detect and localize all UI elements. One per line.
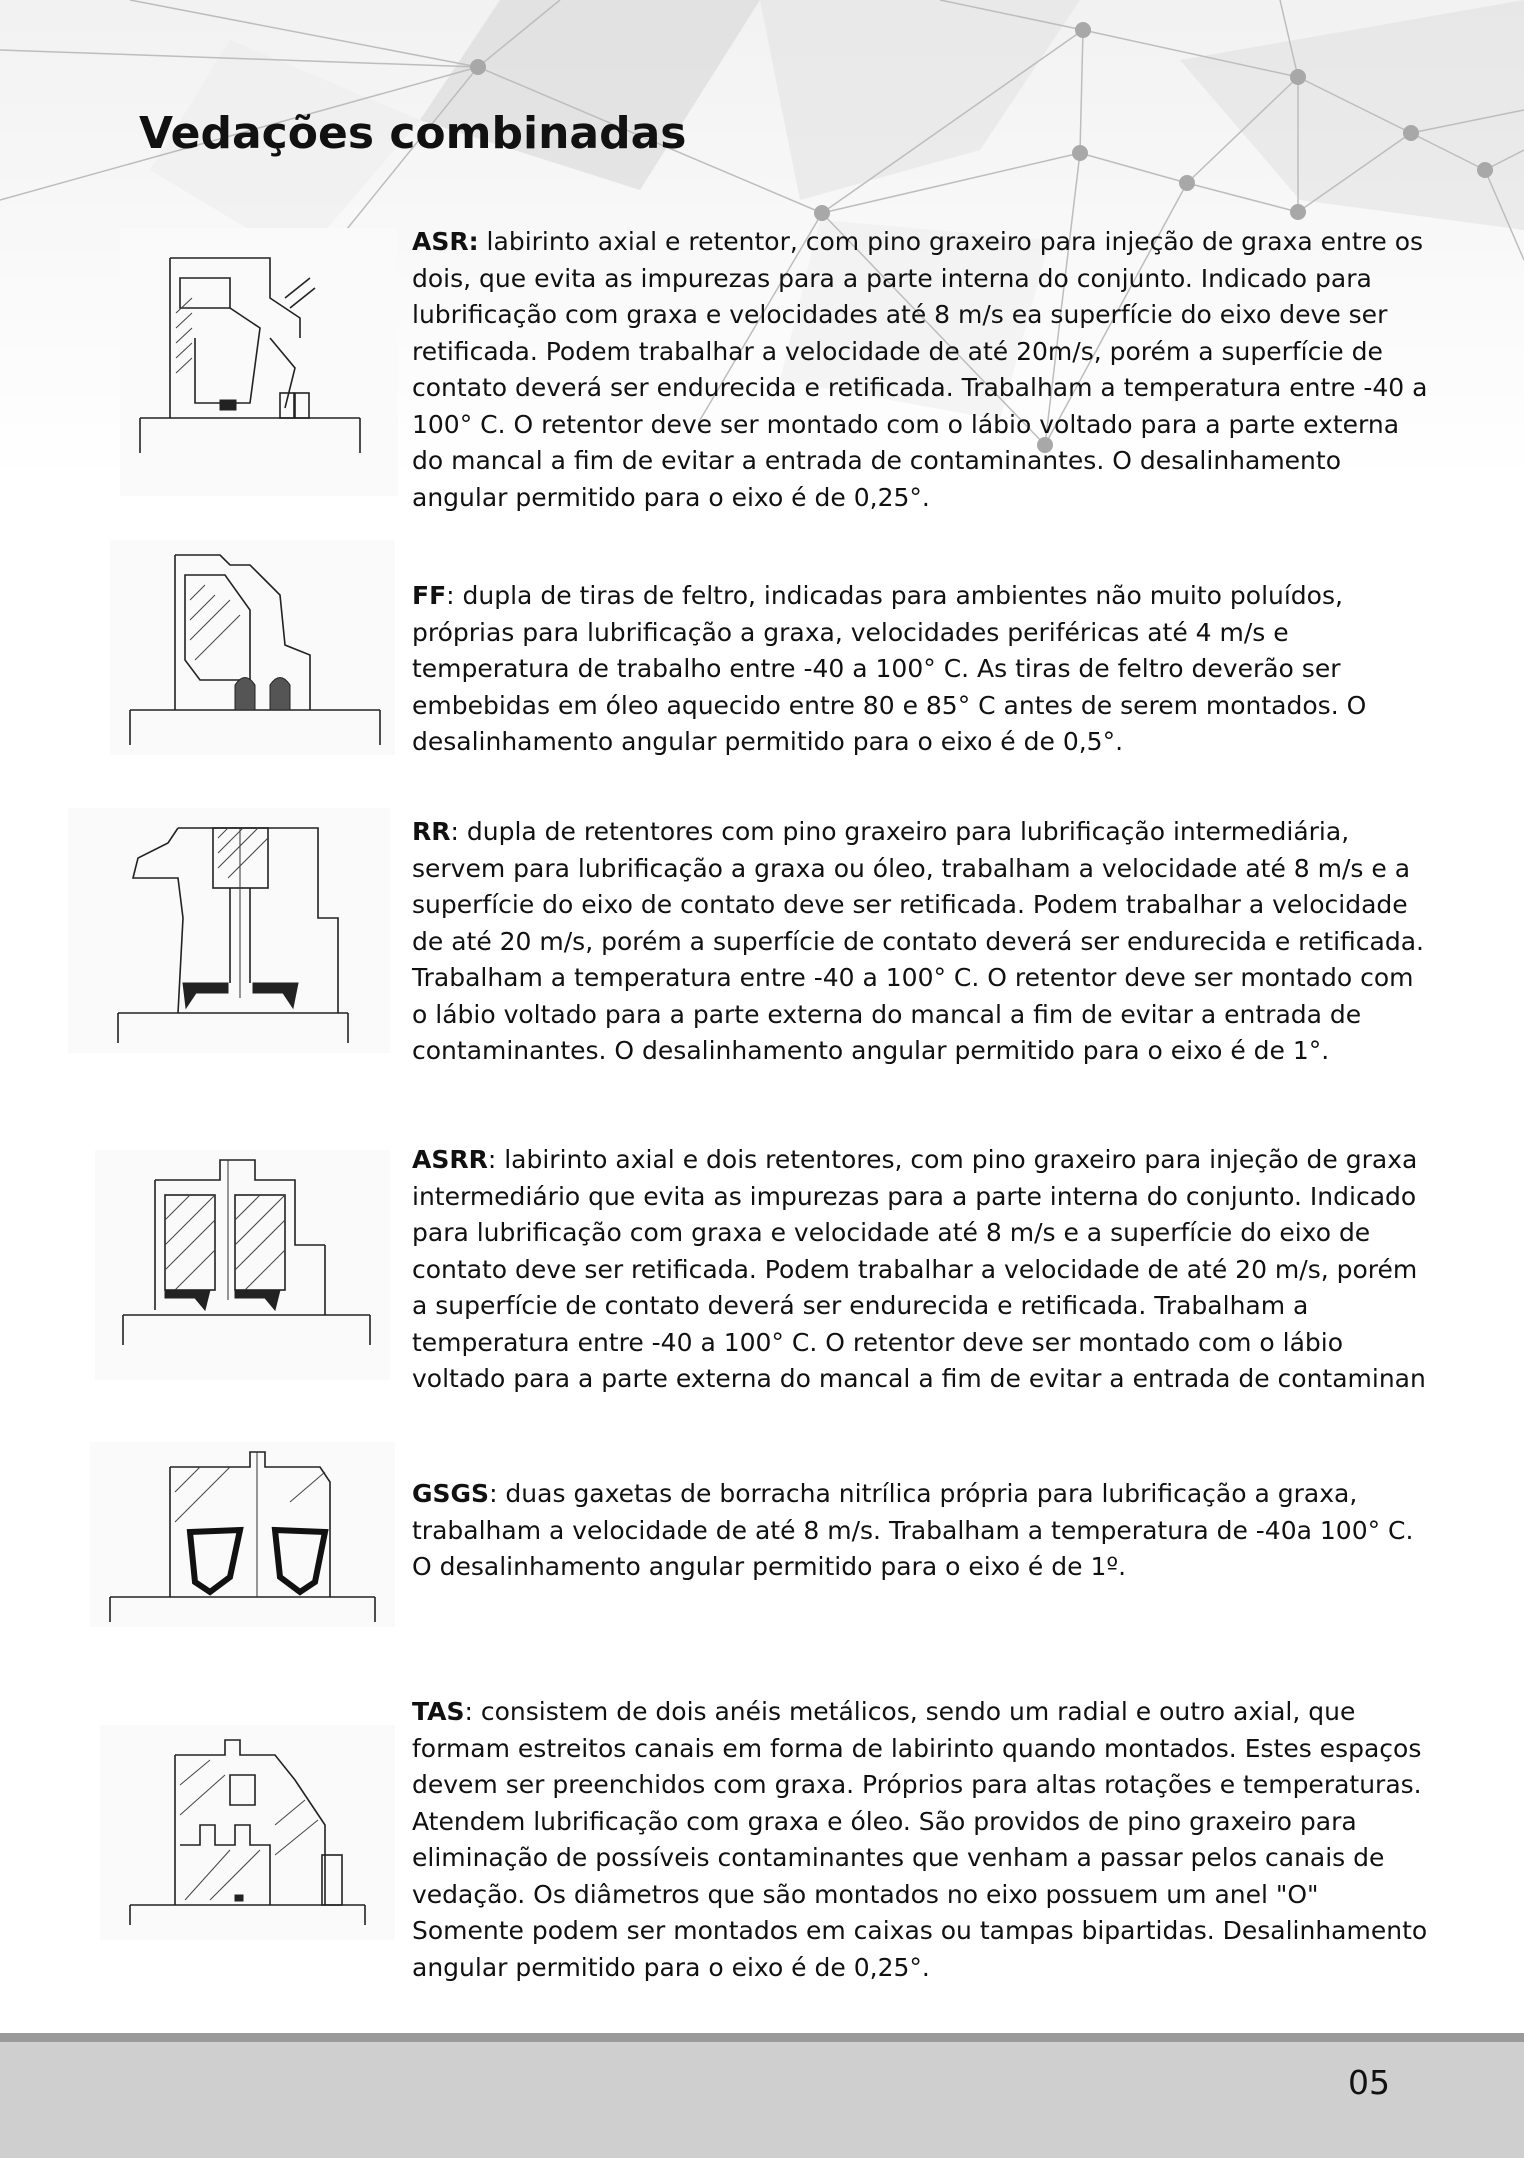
ff-seal-drawing	[110, 540, 395, 755]
section-ff-text: : dupla de tiras de feltro, indicadas para ambientes não muito poluídos, próprias para lubrificação a graxa, velocidades periféricas até 4 m/s e temperatura de trabalho entre -40 a 100° C. As tiras de feltro deverão ser embebidas em óleo aquecido entre 80 e 85° C antes de serem montados. O desalinhamento angular permitido para o eixo é de 0,5°.	[412, 581, 1367, 756]
section-tas-code: TAS	[412, 1697, 465, 1726]
section-gsgs-text: : duas gaxetas de borracha nitrílica própria para lubrificação a graxa, trabalham a velocidade de até 8 m/s. Trabalham a temperatura de -40a 100° C. O desalinhamento angular permitido para o eixo é de 1º.	[412, 1479, 1414, 1581]
page-title: Vedações combinadas	[139, 108, 687, 159]
section-rr-code: RR	[412, 817, 451, 846]
section-asr-text: labirinto axial e retentor, com pino graxeiro para injeção de graxa entre os dois, que evita as impurezas para a parte interna do conjunto. Indicado para lubrificação com graxa e velocidades até 8 m/s ea superfície do eixo deve ser retificada. Podem trabalhar a velocidade de até 20m/s, porém a superfície de contato deverá ser endurecida e retificada. Trabalham a temperatura entre -40 a 100° C. O retentor deve ser montado com o lábio voltado para a parte externa do mancal a fim de evitar a entrada de contaminantes. O desalinhamento angular permitido para o eixo é de 0,25°.	[412, 227, 1428, 512]
section-asr-code: ASR:	[412, 227, 479, 256]
section-gsgs-code: GSGS	[412, 1479, 490, 1508]
section-tas-text: : consistem de dois anéis metálicos, sendo um radial e outro axial, que formam estreitos canais em forma de labirinto quando montados. Estes espaços devem ser preenchidos com graxa. Próprios para altas rotações e temperaturas. Atendem lubrificação com graxa e óleo. São providos de pino graxeiro para eliminação de possíveis contaminantes que venham a passar pelos canais de vedação. Os diâmetros que são montados no eixo possuem um anel "O" Somente podem ser montados em caixas ou tampas bipartidas. Desalinhamento angular permitido para o eixo é de 0,25°.	[412, 1697, 1428, 1982]
footer-divider	[0, 2033, 1524, 2042]
asrr-seal-drawing	[95, 1150, 390, 1380]
section-asrr	[412, 1142, 1432, 1398]
section-rr-text: : dupla de retentores com pino graxeiro para lubrificação intermediária, servem para lubrificação a graxa ou óleo, trabalham a velocidade até 8 m/s e a superfície do eixo de contato deve ser retificada. Podem trabalhar a velocidade de até 20 m/s, porém a superfície de contato deverá ser endurecida e retificada. Trabalham a temperatura entre -40 a 100° C. O retentor deve ser montado com o lábio voltado para a parte externa do mancal a fim de evitar a entrada de contaminantes. O desalinhamento angular permitido para o eixo é de 1°.	[412, 817, 1424, 1065]
section-tas	[412, 1694, 1432, 1986]
section-gsgs	[412, 1476, 1432, 1586]
section-ff-code: FF	[412, 581, 447, 610]
section-asrr-text: : labirinto axial e dois retentores, com pino graxeiro para injeção de graxa intermediário que evita as impurezas para a parte interna do conjunto. Indicado para lubrificação com graxa e velocidade até 8 m/s e a superfície do eixo de contato deve ser retificada. Podem trabalhar a velocidade de até 20 m/s, porém a superfície de contato deverá ser endurecida e retificada. Trabalham a temperatura entre -40 a 100° C. O retentor deve ser montado com o lábio voltado para a parte externa do mancal a fim de evitar a entrada de contaminan	[412, 1145, 1426, 1393]
page-number: 05	[1348, 2063, 1390, 2102]
rr-seal-drawing	[68, 808, 390, 1053]
section-asrr-code: ASRR	[412, 1145, 488, 1174]
asr-seal-drawing	[120, 228, 398, 496]
footer-band	[0, 2042, 1524, 2158]
gsgs-seal-drawing	[90, 1442, 395, 1627]
tas-seal-drawing	[100, 1725, 395, 1940]
section-asr	[412, 224, 1432, 516]
section-rr	[412, 814, 1432, 1070]
section-ff	[412, 578, 1432, 761]
